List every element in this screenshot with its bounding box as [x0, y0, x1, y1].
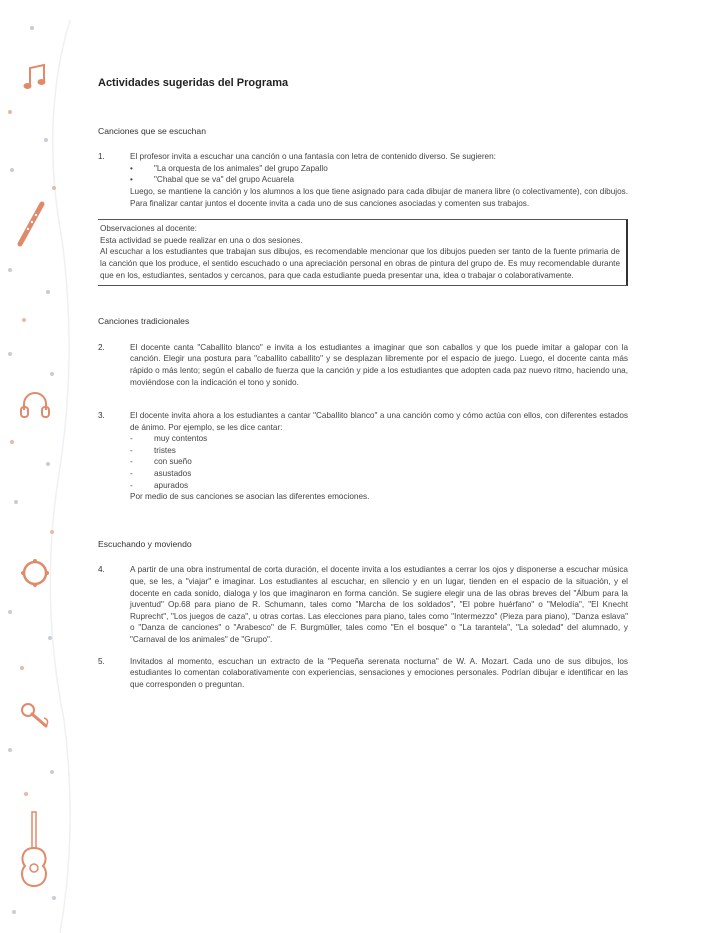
decor-dot [8, 610, 12, 614]
decor-dot [46, 462, 50, 466]
decor-dot [8, 268, 12, 272]
activity-number: 1. [98, 152, 105, 162]
bullet-mark: - [130, 480, 133, 490]
activity-intro: El docente canta "Caballito blanco" e invita a los estudiantes a imaginar que son caballos y que los puede imitar a galopar con la canción. Elegir una postura para "caballito caballito" y se desplazan libremente por el espacio de juego. Luego, el docente canta más rápido o más lento; según el caballo de fuerza que la canción y pide a los estudiantes que adopten cada paz nuevo ritmo, haciendo una, moviéndose con la indicación el tono y sonido. [130, 342, 628, 387]
bullet-mark: - [130, 469, 133, 479]
list-item-text: muy contentos [154, 434, 208, 444]
decor-dot [8, 110, 12, 114]
list-item [130, 445, 628, 457]
decorative-border [0, 0, 70, 933]
activity-intro: El docente invita ahora a los estudiantes a cantar "Caballito blanco" a una canción como y cómo actúa con ellos, con diferentes estados de ánimo. Por ejemplo, se les dice cantar: [130, 411, 628, 432]
bullet-mark: - [130, 434, 133, 444]
bullet-mark: - [130, 457, 133, 467]
section-title: Canciones tradicionales [98, 316, 190, 327]
activity-text [130, 410, 628, 503]
bullet-mark: - [130, 445, 133, 455]
activity-text [130, 151, 628, 209]
activity-item [98, 656, 628, 691]
list-item-text: tristes [154, 445, 176, 455]
activity-item [98, 342, 628, 388]
decor-dot [50, 372, 54, 376]
decor-dot [12, 910, 16, 914]
list-item-text: asustados [154, 469, 192, 479]
list-item [130, 163, 628, 175]
document-body [98, 78, 628, 700]
bullet-list [130, 433, 628, 491]
activity-text [130, 656, 628, 691]
list-item [130, 468, 628, 480]
list-item-text: "Chabal que se va" del grupo Acuarela [154, 175, 295, 185]
music-note-icon [18, 60, 52, 94]
bullet-mark: • [130, 175, 133, 185]
section-title: Escuchando y moviendo [98, 538, 192, 549]
headphones-icon [18, 388, 52, 422]
activity-number: 3. [98, 411, 105, 421]
guitar-icon [16, 810, 52, 890]
tambourine-icon [18, 556, 52, 590]
decor-dot [14, 500, 18, 504]
document-title: Actividades sugeridas del Programa [98, 77, 289, 89]
list-item-text: "La orquesta de los animales" del grupo Zapallo [154, 163, 328, 173]
recorder-flute-icon [14, 200, 50, 250]
decor-dot [24, 792, 28, 796]
decor-dot [8, 748, 12, 752]
decor-dot [52, 896, 56, 900]
decor-dot [20, 666, 24, 670]
bullet-mark: • [130, 163, 133, 173]
list-item [130, 480, 628, 492]
decor-dot [48, 636, 52, 640]
list-item-text: con sueño [154, 457, 192, 467]
decor-dot [30, 26, 34, 30]
decor-dot [46, 290, 50, 294]
observation-title: Observaciones al docente: [100, 224, 197, 234]
activity-intro: El profesor invita a escuchar una canción o una fantasía con letra de contenido diverso. Se sugieren: [130, 152, 496, 162]
activity-intro: A partir de una obra instrumental de corta duración, el docente invita a los estudiantes a cerrar los ojos y disponerse a escuchar música que, se les, a "viajar" e imaginar. Los estudiantes al escuchar, en silencio y en un lugar, tienden en el espacio de la situación, y el docente en cada sonido, dialoga y los que imaginaron en forma canción. Se sugiere elegir una de las obras breves del "Álbum para la juventud" Op.68 para piano de R. Schumann, tales como "Marcha de los soldados", "El pobre huérfano" o "Melodía", "El Knecht Ruprecht", "Los juegos de caza", u otras cortas. Las elecciones para piano, tales como "Intermezzo" (Pieza para piano), "Danza eslava" o "Danza de canciones" o "Arabesco" de F. Burgmüller, tales como "En el bosque" o "La tarantela", "La soledad" del alumnado, y "Carnaval de los animales" de "Grupo". [130, 565, 628, 644]
list-item-text: apurados [154, 480, 189, 490]
bullet-list [130, 163, 628, 186]
decor-dot [10, 168, 14, 172]
activity-number: 4. [98, 565, 105, 575]
section-title: Canciones que se escuchan [98, 125, 206, 136]
activity-item [98, 151, 628, 209]
decor-dot [8, 352, 12, 356]
activity-closing: Luego, se mantiene la canción y los alumnos a los que tiene asignado para cada dibujar de manera libre (o colectivamente), con dibujos. Para finalizar cantar juntos el docente invita a cada uno de sus canciones asociadas y comenten sus trabajos. [130, 186, 628, 208]
activity-number: 2. [98, 342, 105, 352]
activity-number: 5. [98, 656, 105, 666]
decor-dot [50, 770, 54, 774]
list-item [130, 174, 628, 186]
decor-dot [44, 138, 48, 142]
observation-line: Al escuchar a los estudiantes que trabajan sus dibujos, es recomendable mencionar que los dibujos pueden ser tanto de la fuente primaria de la canción que los produce, el sentido escuchado o una apreciación personal en obras de pintura del grupo de. Es muy recomendable durante que en los, estudiantes, sentados y cercanos, para que cada estudiante pueda presentar una, idea o trabajar o colaborativamente. [100, 247, 620, 280]
observation-box [98, 219, 628, 286]
activity-intro: Invitados al momento, escuchan un extracto de la "Pequeña serenata nocturna" de W. A. Mozart. Cada uno de sus dibujos, los estudiantes lo comentan colaborativamente con experiencias, sensaciones y emociones personales. Podrían dibujar e identificar en las que corresponden o preguntan. [130, 656, 628, 689]
activity-text [130, 564, 628, 645]
list-item [130, 456, 628, 468]
decor-dot [50, 530, 54, 534]
decor-dot [22, 318, 26, 322]
microphone-icon [16, 698, 54, 734]
decor-dot [52, 186, 56, 190]
activity-closing: Por medio de sus canciones se asocian las diferentes emociones. [130, 492, 370, 502]
activity-item [98, 564, 628, 645]
list-item [130, 433, 628, 445]
activity-text [130, 342, 628, 388]
decor-dot [10, 440, 14, 444]
observation-line: Esta actividad se puede realizar en una o dos sesiones. [100, 235, 303, 245]
activity-item [98, 410, 628, 503]
